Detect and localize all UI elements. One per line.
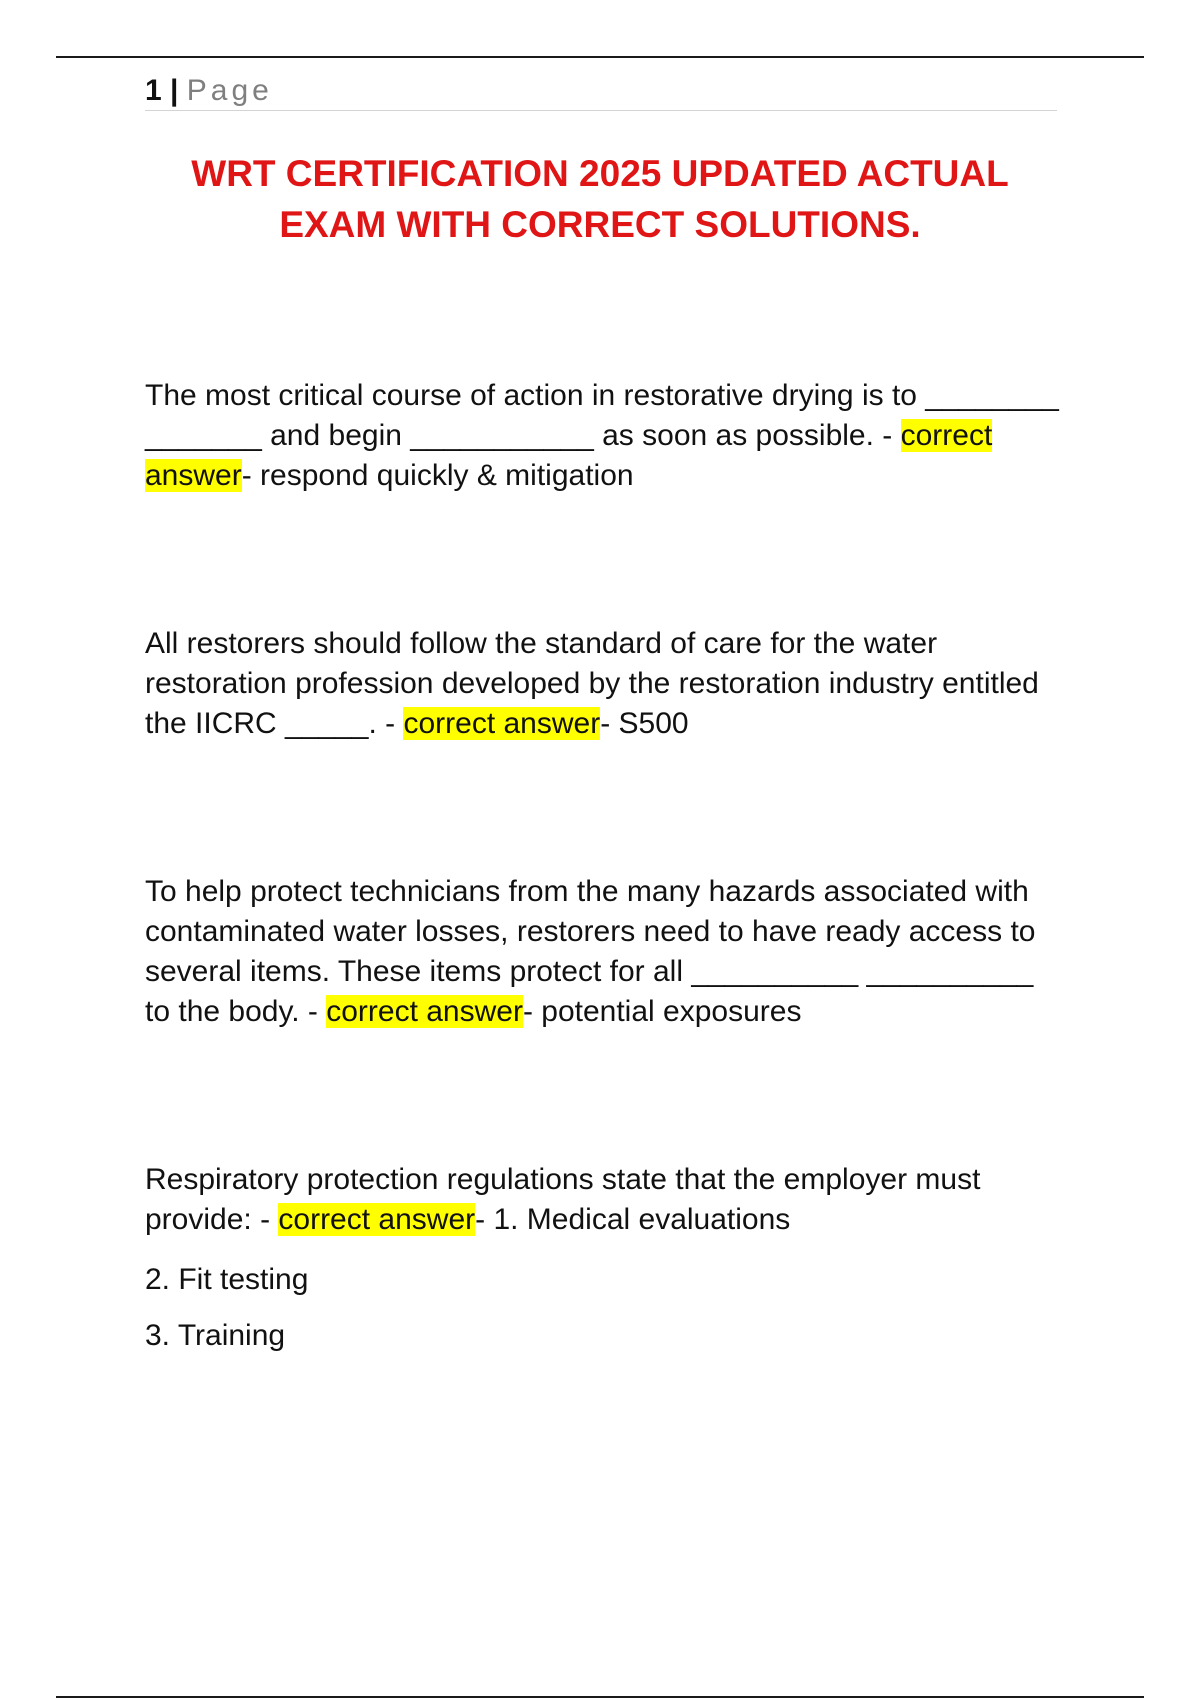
top-rule	[56, 56, 1144, 58]
answer-list-item: 3. Training	[145, 1319, 286, 1352]
page-header	[145, 72, 1057, 111]
question-3-text: To help protect technicians from the many hazards associated with contaminated water losses, restorers need to have ready access to several items. These items protect for all __________ __________ to the body. -	[145, 875, 1036, 1028]
question-1	[145, 376, 1060, 496]
correct-answer-label: correct answer	[278, 1203, 476, 1236]
question-3	[145, 872, 1060, 1032]
question-4	[145, 1160, 1060, 1240]
page-separator: |	[170, 74, 179, 107]
question-4-text: Respiratory protection regulations state that the employer must provide: -	[145, 1163, 981, 1236]
question-2-text: All restorers should follow the standard of care for the water restoration profession developed by the restoration industry entitled the IICRC _____. -	[145, 627, 1039, 740]
question-2	[145, 624, 1060, 744]
correct-answer-label: correct answer	[403, 707, 601, 740]
answer-list-item: 2. Fit testing	[145, 1263, 309, 1296]
document-title	[120, 148, 1080, 250]
title-line-2: EXAM WITH CORRECT SOLUTIONS.	[279, 204, 921, 245]
question-2-answer: - S500	[600, 707, 689, 740]
bottom-rule	[56, 1696, 1144, 1698]
page-number: 1	[145, 74, 162, 107]
correct-answer-label: correct answer	[145, 419, 993, 492]
question-1-text: The most critical course of action in restorative drying is to ________ _______ and begin ___________ as soon as possible. -	[145, 379, 1059, 452]
question-3-answer: - potential exposures	[522, 995, 802, 1028]
question-4-answer: - 1. Medical evaluations	[475, 1203, 791, 1236]
question-1-answer: - respond quickly & mitigation	[241, 459, 634, 492]
page-label: Page	[186, 74, 273, 107]
title-line-1: WRT CERTIFICATION 2025 UPDATED ACTUAL	[191, 153, 1009, 194]
correct-answer-label: correct answer	[326, 995, 523, 1028]
